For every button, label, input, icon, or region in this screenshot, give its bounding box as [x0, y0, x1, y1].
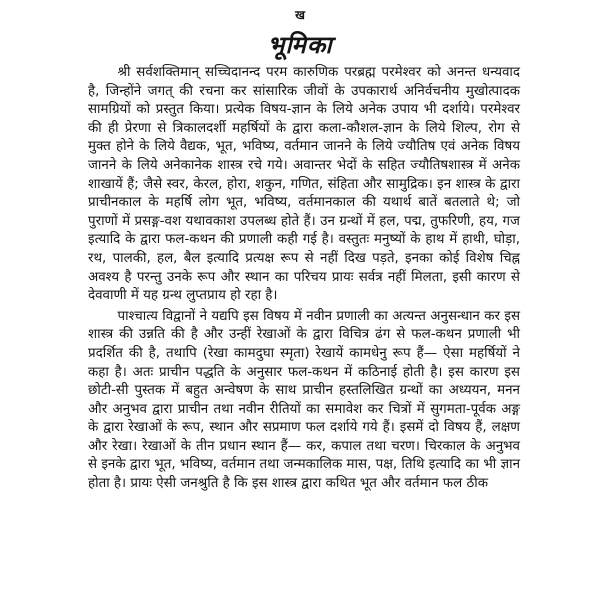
- paragraph: श्री सर्वशक्तिमान् सच्चिदानन्द परम कारुणिक परब्रह्म परमेश्वर को अनन्त धन्यवाद है, जिन्होंने जगत् की रचना कर सांसारिक जीवों के उपकारार्थ अनिर्वचनीय मुखोत्पादक सामग्रियों को प्रस्तुत किया। प्रत्येक विषय-ज्ञान के लिये अनेक उपाय भी दर्शाये। परमेश्वर की ही प्रेरणा से त्रिकालदर्शी महर्षियों के द्वारा कला-कौशल-ज्ञान के लिये शिल्प, रोग से मुक्त होने के लिये वैद्यक, भूत, भविष्य, वर्तमान जानने के लिये ज्यौतिष एवं अनेक विषय जानने के लिये अनेकानेक शास्त्र रचे गये। अवान्तर भेदों के सहित ज्यौतिषशास्त्र में अनेक शाखायें हैं; जैसे स्वर, केरल, होरा, शकुन, गणित, संहिता और सामुद्रिक। इन शास्त्र के द्वारा प्राचीनकाल के महर्षि लोग भूत, भविष्य, वर्तमानकाल की यथार्थ बातें बतलाते थे; जो पुराणों में प्रसङ्ग-वश यथावकाश उपलब्ध होते हैं। उन ग्रन्थों में हल, पद्म, तुफरिणी, हय, गज इत्यादि के द्वारा फल-कथन की प्रणाली कही गई है। वस्तुतः मनुष्यों के हाथ में हाथी, घोड़ा, रथ, पालकी, हल, बैल इत्यादि प्रत्यक्ष रूप से नहीं दिख पड़ते, इनका कोई विशेष चिह्न अवश्य है परन्तु उनके रूप और स्थान का परिचय प्रायः सर्वत्र नहीं मिलता, इसी कारण से देववाणी में यह ग्रन्थ लुप्तप्राय हो रहा है।: [88, 65, 521, 304]
- paragraph: पाश्चात्य विद्वानों ने यद्यपि इस विषय में नवीन प्रणाली का अत्यन्त अनुसन्धान कर इस शास्त्र की उन्नति की है और उन्हीं रेखाओं के द्वारा विचित्र ढंग से फल-कथन प्रणाली भी प्रदर्शित की है, तथापि (रेखा कामदुघा स्मृता) रेखायें कामधेनु रूप हैं— ऐसा महर्षियों ने कहा है। अतः प्राचीन पद्धति के अनुसार फल-कथन में कठिनाई होती है। इस कारण इस छोटी-सी पुस्तक में बहुत अन्वेषण के साथ प्राचीन हस्तलिखित ग्रन्थों का अध्ययन, मनन और अनुभव द्वारा प्राचीन तथा नवीन रीतियों का समावेश कर चित्रों में सुगमता-पूर्वक अङ्ग के द्वारा रेखाओं के रूप, स्थान और सप्रमाण फल दर्शाये गये हैं। इसमें दो विषय हैं, लक्षण और रेखा। रेखाओं के तीन प्रधान स्थान हैं— कर, कपाल तथा चरण। चिरकाल के अनुभव से इनके द्वारा भूत, भविष्य, वर्तमान तथा जन्मकालिक मास, पक्ष, तिथि इत्यादि का भी ज्ञान होता है। प्रायः ऐसी जनश्रुति है कि इस शास्त्र द्वारा कथित भूत और वर्तमान फल ठीक: [88, 308, 520, 492]
- body-text: [88, 64, 520, 494]
- page-title: भूमिका: [267, 31, 333, 59]
- page-number: ख: [295, 8, 305, 22]
